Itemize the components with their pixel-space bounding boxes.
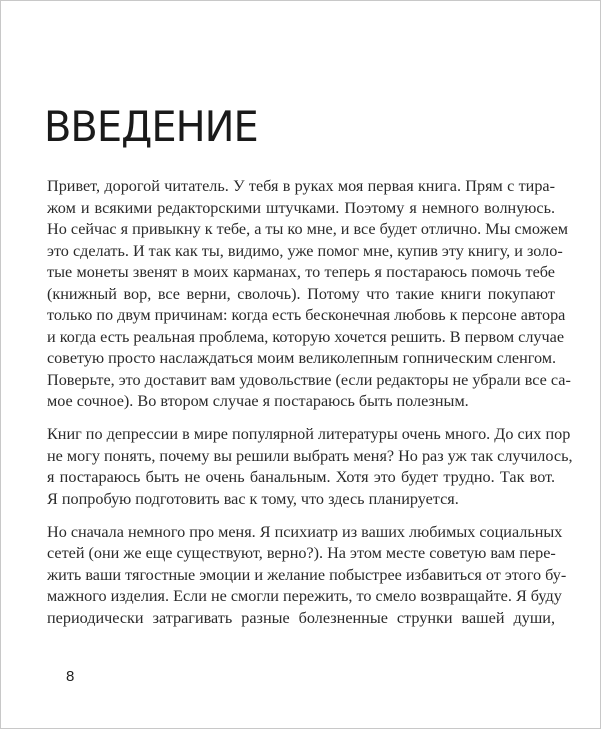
text-line: сетей (они же еще существуют, верно?). На этом месте советую вам пере- <box>47 544 556 562</box>
text-line: я постараюсь быть не очень банальным. Хотя это будет трудно. Так вот. <box>47 468 555 486</box>
text-line: Поверьте, это доставит вам удовольствие (если редакторы не убрали все са- <box>47 370 571 389</box>
text-line: Привет, дорогой читатель. У тебя в руках моя первая книга. Прям с тира- <box>47 177 555 195</box>
text-line: периодически затрагивать разные болезненные струнки вашей души, <box>47 608 555 627</box>
text-line: жом и всякими редакторскими штучками. Поэтому я немного волнуюсь. <box>47 198 555 217</box>
text-line: только по двум причинам: когда есть бесконечная любовь к персоне автора <box>47 306 566 324</box>
paragraph <box>47 522 567 630</box>
text-line: Но сначала немного про меня. Я психиатр из ваших любимых социальных <box>47 522 563 541</box>
text-line: жить ваши тягостные эмоции и желание побыстрее избавиться от этого бу- <box>47 565 567 584</box>
chapter-title: ВВЕДЕНИЕ <box>44 102 258 151</box>
text-line: и когда есть реальная проблема, которую хочется решить. В первом случае <box>47 327 565 346</box>
text-line: советую просто наслаждаться моим великолепным гопническим сленгом. <box>47 349 557 367</box>
text-line: (книжный вор, все верни, сволочь). Потому что такие книги покупают <box>47 284 555 303</box>
text-line: тые монеты звенят в моих карманах, то теперь я постараюсь помочь тебе <box>47 263 555 281</box>
paragraph <box>47 424 573 510</box>
paragraph <box>47 176 571 413</box>
text-line: мажного изделия. Если не смогли пережить, то смело возвращайте. Я буду <box>47 587 562 605</box>
text-line: Я попробую подготовить вас к тому, что здесь планируется. <box>47 489 459 508</box>
text-line: Но сейчас я привыкну к тебе, а ты ко мне, и все будет отлично. Мы сможем <box>47 220 569 238</box>
text-line: это сделать. И так как ты, видимо, уже помог мне, купив эту книгу, и золо- <box>47 241 563 260</box>
chapter-body <box>47 176 573 641</box>
page-number: 8 <box>66 668 75 685</box>
text-line: не могу понять, почему вы решили выбрать меня? Но раз уж так случилось, <box>47 446 573 465</box>
text-line: Книг по депрессии в мире популярной литературы очень много. До сих пор <box>47 425 571 443</box>
text-line: мое сочное). Во втором случае я постараюсь быть полезным. <box>47 392 469 410</box>
